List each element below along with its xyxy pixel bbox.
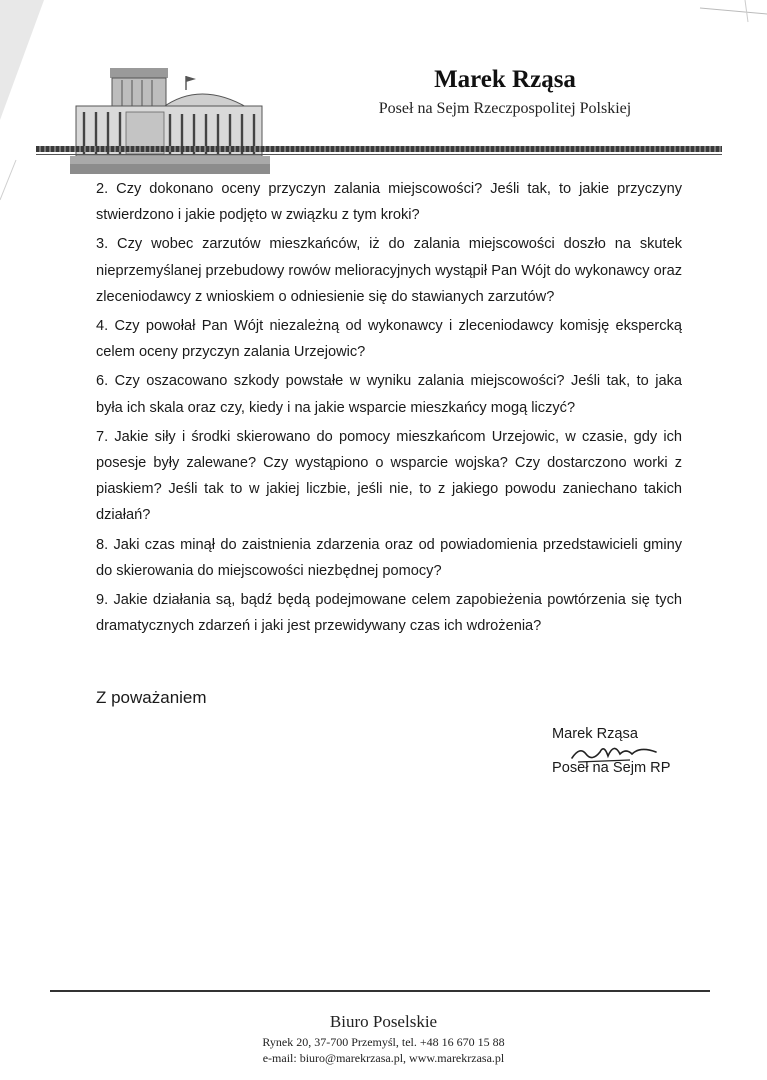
question-4: 4. Czy powołał Pan Wójt niezależną od wykonawcy i zleceniodawcy komisję ekspercką celem oceny przyczyn zalania Urzejowic? xyxy=(96,318,682,361)
question-6: 6. Czy oszacowano szkody powstałe w wyniku zalania miejscowości? Jeśli tak, to jaka była ich skala oraz czy, kiedy i na jakie wsparcie mieszkańcy mogą liczyć? xyxy=(96,373,682,416)
handwritten-signature xyxy=(570,732,660,766)
header-subtitle: Poseł na Sejm Rzeczpospolitej Polskiej xyxy=(378,100,632,117)
letter-body xyxy=(96,176,682,642)
header-name: Marek Rząsa xyxy=(434,66,576,93)
closing-salutation: Z poważaniem xyxy=(96,688,207,707)
signature-block xyxy=(552,724,672,778)
question-2: 2. Czy dokonano oceny przyczyn zalania miejscowości? Jeśli tak, to jakie przyczyny stwierdzono i jakie podjęto w związku z tym kroki? xyxy=(96,181,682,224)
footer-title: Biuro Poselskie xyxy=(329,1012,438,1031)
footer-address: Rynek 20, 37-700 Przemyśl, tel. +48 16 670 15 88 xyxy=(262,1035,505,1049)
question-3: 3. Czy wobec zarzutów mieszkańców, iż do zalania miejscowości doszło na skutek nieprzemyślanej przebudowy rowów melioracyjnych wystąpił Pan Wójt do wykonawcy oraz zleceniodawcy z wnioskiem o odniesienie się do stawianych zarzutów? xyxy=(96,236,682,305)
question-7: 7. Jakie siły i środki skierowano do pomocy mieszkańcom Urzejowic, w czasie, gdy ich posesje były zalewane? Czy wystąpiono o wsparcie wojska? Czy dostarczono worki z piaskiem? Jeśli tak to w jakiej liczbie, jeśli nie, to z jakiego powodu zaniechano takich działań? xyxy=(96,428,682,524)
signature-name: Marek Rząsa xyxy=(552,726,638,742)
question-9: 9. Jakie działania są, bądź będą podejmowane celem zapobieżenia powtórzenia się tych dramatycznych zdarzeń i jaki jest przewidywany czas ich wdrożenia? xyxy=(96,592,682,635)
sejm-building-logo xyxy=(70,62,270,180)
header-rule-thin xyxy=(36,154,722,155)
question-8: 8. Jaki czas minął do zaistnienia zdarzenia oraz od powiadomienia przedstawicieli gminy do skierowania do miejscowości niezbędnej pomocy? xyxy=(96,536,682,579)
footer-contact: e-mail: biuro@marekrzasa.pl, www.marekrzasa.pl xyxy=(262,1051,505,1065)
signature-title: Poseł na Sejm RP xyxy=(552,760,671,776)
footer-rule xyxy=(50,990,710,992)
header-rule xyxy=(36,146,722,152)
